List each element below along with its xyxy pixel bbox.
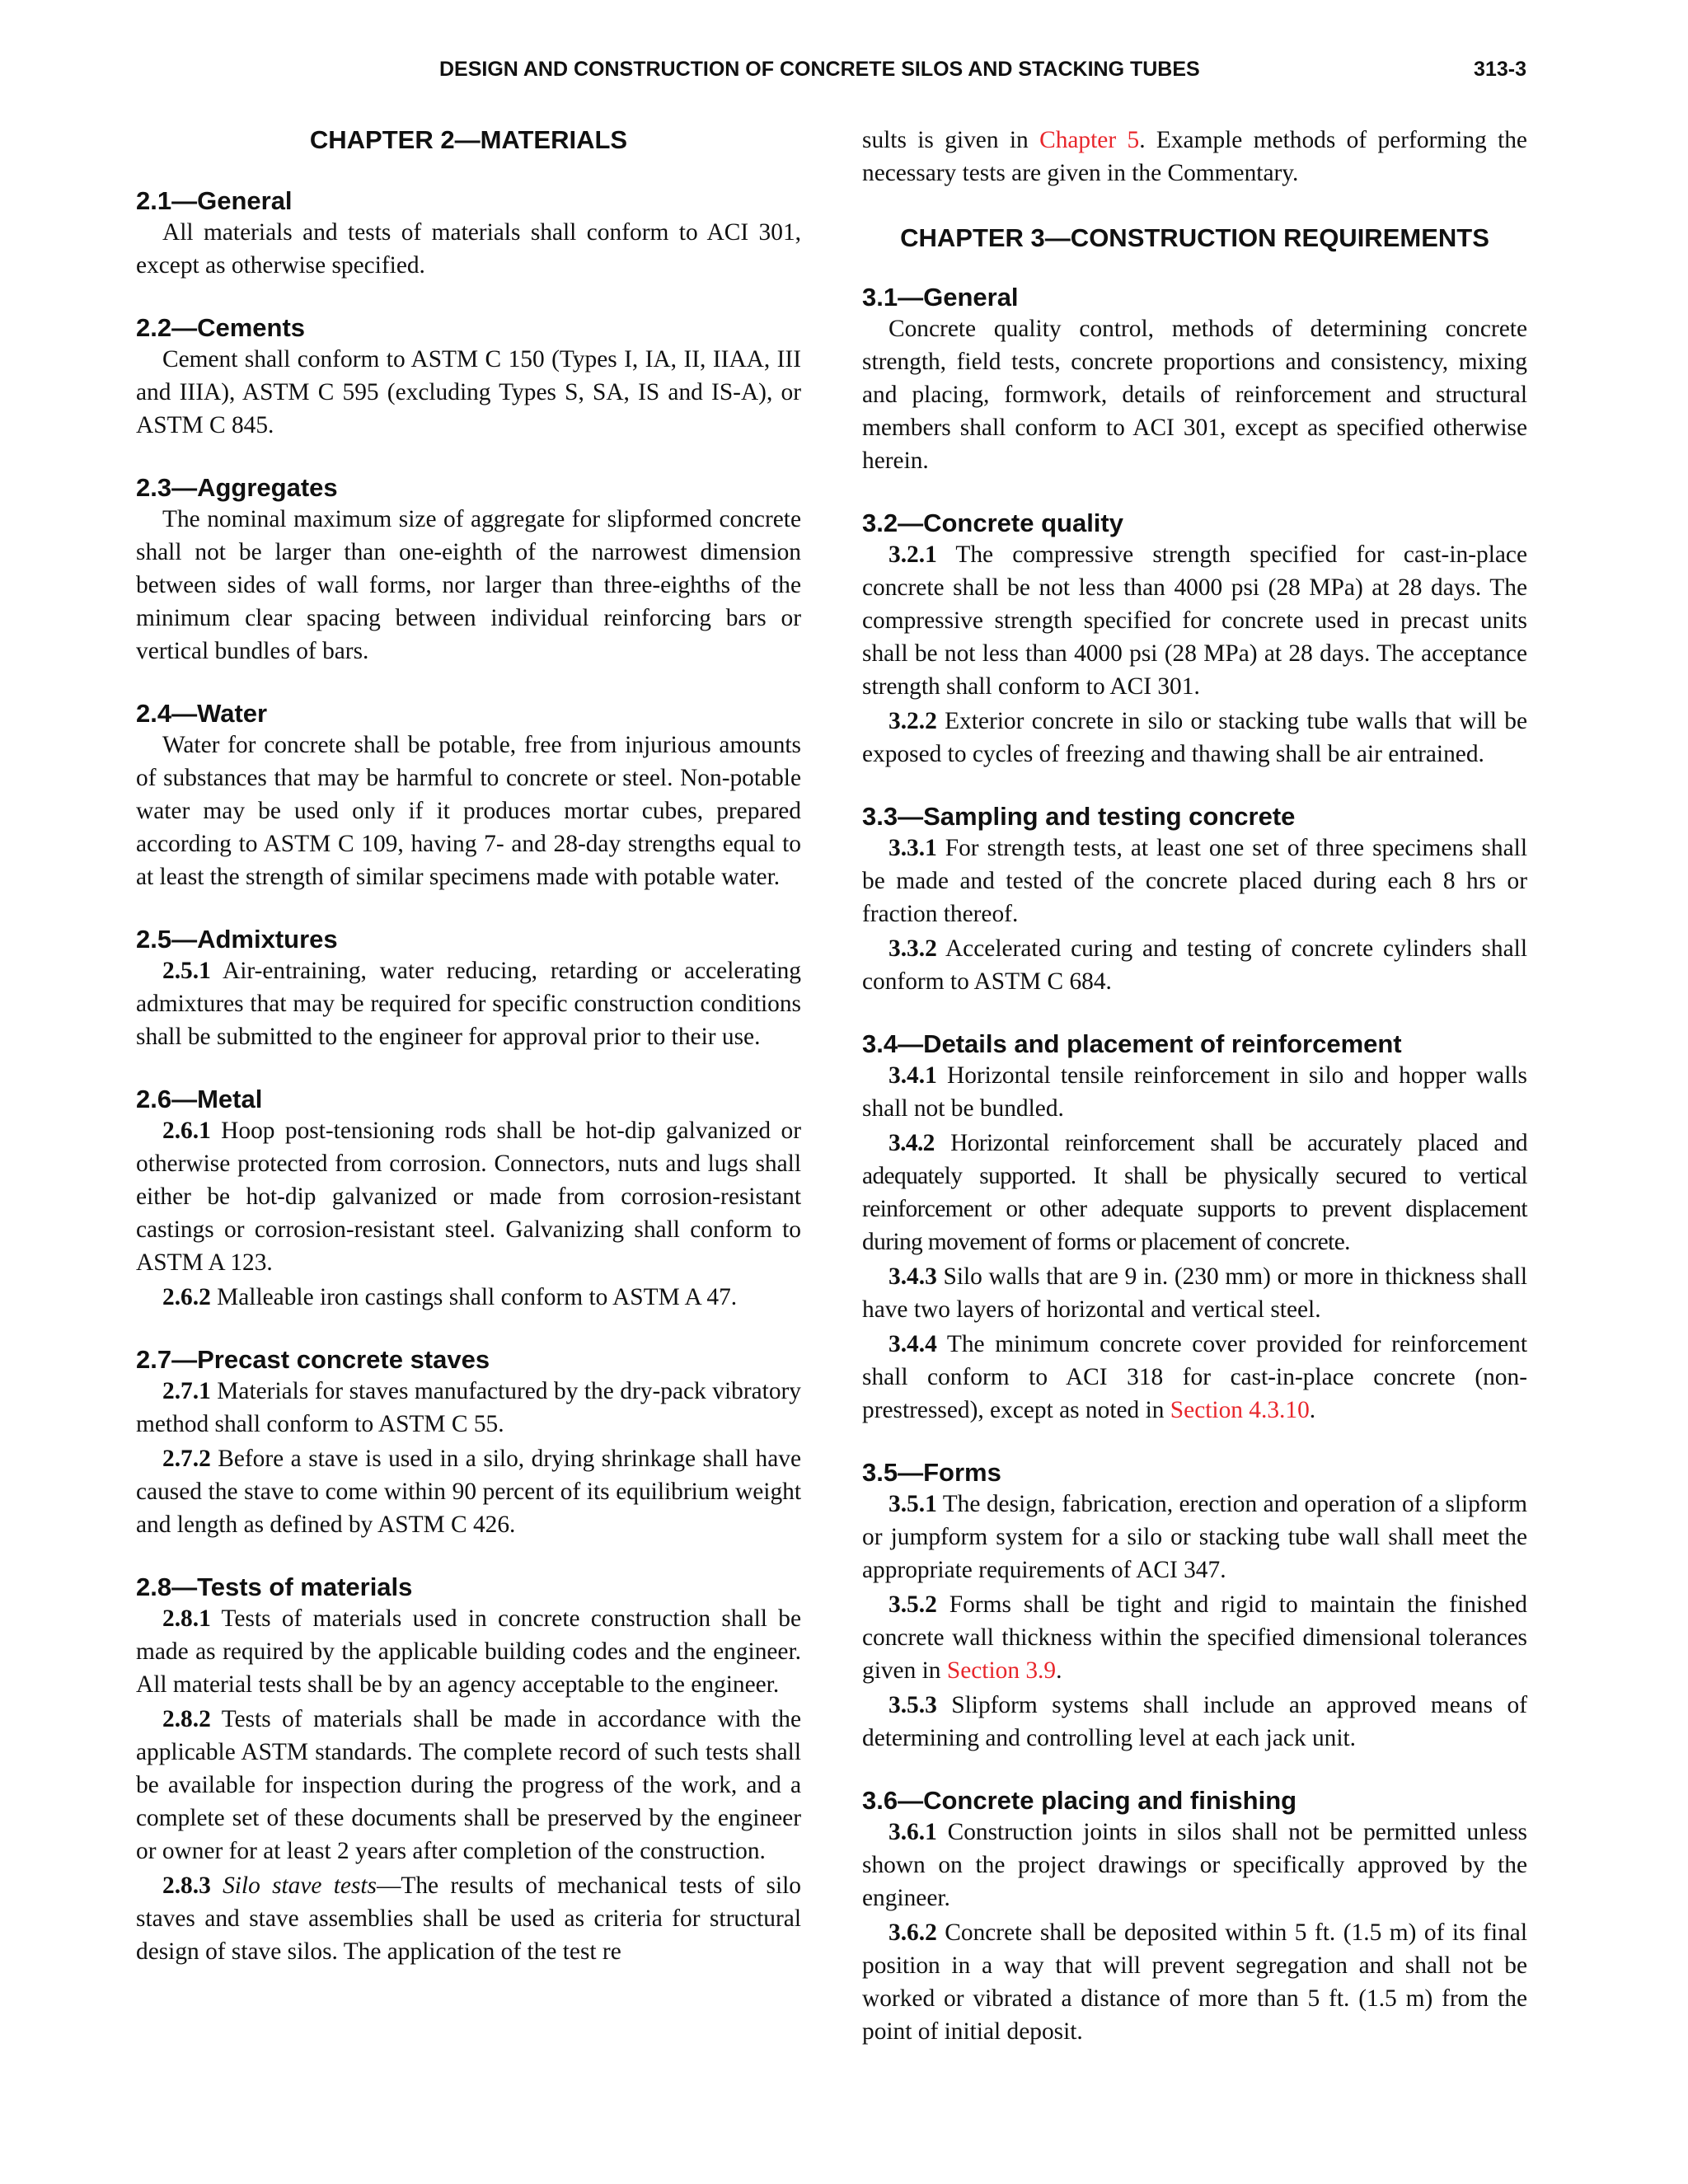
clause-number: 3.3.2 (889, 935, 937, 962)
paragraph (862, 1260, 1527, 1326)
paragraph (862, 705, 1527, 771)
section-2-1 (136, 186, 801, 282)
running-header (0, 58, 1688, 91)
clause-text: Tests of materials shall be made in accordance with the applicable ASTM standards. The complete record of such tests shall be available for inspection during the progress of the work, and a complete set of these documents shall be preserved by the engineer or owner for at least 2 years after completion of the construction. (136, 1706, 801, 1864)
clause-text: Hoop post-tensioning rods shall be hot-dip galvanized or otherwise protected from corrosion. Connectors, nuts and lugs shall either be hot-dip galvanized or made from corrosion-resistant castings or corrosion-resistant steel. Galvanizing shall conform to ASTM A 123. (136, 1118, 801, 1276)
section-2-6 (136, 1085, 801, 1314)
paragraph (136, 954, 801, 1053)
running-header-title: DESIGN AND CONSTRUCTION OF CONCRETE SILOS AND STACKING TUBES (439, 58, 1200, 81)
clause-text: Concrete shall be deposited within 5 ft. (1.5 m) of its final position in a way that will prevent segregation and shall not be worked or vibrated a distance of more than 5 ft. (1.5 m) from the point of initial deposit. (862, 1919, 1527, 2045)
clause-text: Forms shall be tight and rigid to maintain the finished concrete wall thickness within the specified dimensional tolerances given in (862, 1591, 1527, 1684)
clause-text: Exterior concrete in silo or stacking tube walls that will be exposed to cycles of freezing and thawing shall be air entrained. (862, 708, 1527, 767)
clause-number: 3.4.2 (889, 1130, 935, 1156)
clause-text: Air-entraining, water reducing, retarding or accelerating admixtures that may be required for specific construction conditions shall be submitted to the engineer for approval prior to their use. (136, 958, 801, 1050)
paragraph (862, 1127, 1527, 1258)
clause-text: The design, fabrication, erection and operation of a slipform or jumpform system for a silo or stacking tube wall shall meet the appropriate requirements of ACI 347. (862, 1491, 1527, 1583)
section-heading: 2.2—Cements (136, 313, 306, 342)
section-2-8 (136, 1572, 801, 1968)
clause-text: Slipform systems shall include an approved means of determining and controlling level at each jack unit. (862, 1692, 1527, 1751)
section-2-2 (136, 313, 801, 442)
clause-number: 3.6.2 (889, 1919, 937, 1946)
section-heading: 2.5—Admixtures (136, 925, 338, 954)
paragraph (862, 1059, 1527, 1125)
clause-text: —The results of mechanical tests of silo staves and stave assemblies shall be used as criteria for structural design of stave silos. The application of the test re (136, 1872, 801, 1965)
clause-text: Silo walls that are 9 in. (230 mm) or more in thickness shall have two layers of horizontal and vertical steel. (862, 1263, 1527, 1323)
section-heading: 2.3—Aggregates (136, 473, 338, 502)
clause-number: 3.4.1 (889, 1062, 937, 1089)
paragraph (862, 1488, 1527, 1586)
clause-number: 3.3.1 (889, 835, 937, 861)
clause-text: Accelerated curing and testing of concrete cylinders shall conform to ASTM C 684. (862, 935, 1527, 995)
section-2-3 (136, 473, 801, 668)
clause-text: . Example methods of performing the necessary tests are given in the Commentary. (862, 127, 1527, 186)
clause-number: 3.5.2 (889, 1591, 937, 1618)
clause-number: 3.4.4 (889, 1331, 937, 1357)
clause-number: 2.7.1 (162, 1378, 211, 1404)
clause-number: 3.6.1 (889, 1819, 937, 1845)
paragraph (136, 1703, 801, 1868)
clause-number: 2.8.3 (162, 1872, 211, 1899)
paragraph (862, 1588, 1527, 1687)
paragraph (862, 1816, 1527, 1915)
clause-number: 2.7.2 (162, 1446, 211, 1472)
section-heading: 3.2—Concrete quality (862, 509, 1123, 537)
left-column (136, 124, 801, 1999)
clause-text: Malleable iron castings shall conform to ASTM A 47. (210, 1284, 738, 1310)
clause-number: 2.5.1 (162, 958, 211, 984)
section-3-4 (862, 1029, 1527, 1427)
clause-number: 2.8.1 (162, 1605, 211, 1632)
clause-text: For strength tests, at least one set of three specimens shall be made and tested of the concrete placed during each 8 hrs or fraction thereof. (862, 835, 1527, 927)
paragraph (136, 1114, 801, 1279)
section-3-9-link[interactable]: Section 3.9 (946, 1657, 1057, 1684)
section-4-3-10-link[interactable]: Section 4.3.10 (1170, 1397, 1310, 1423)
clause-text: sults is given in (862, 127, 1040, 153)
paragraph (862, 538, 1527, 703)
clause-text: Before a stave is used in a silo, drying shrinkage shall have caused the stave to come within 90 percent of its equilibrium weight and length as defined by ASTM C 426. (136, 1446, 801, 1538)
clause-number: 2.8.2 (162, 1706, 211, 1732)
clause-text: . (1056, 1657, 1062, 1684)
section-2-4 (136, 699, 801, 893)
section-heading: 2.1—General (136, 186, 293, 215)
clause-text: The minimum concrete cover provided for reinforcement shall conform to ACI 318 for cast-in-place concrete (non-prestressed), except as noted in (862, 1331, 1527, 1423)
clause-number: 3.4.3 (889, 1263, 937, 1290)
section-heading: 3.3—Sampling and testing concrete (862, 802, 1296, 831)
paragraph: Cement shall conform to ASTM C 150 (Types I, IA, II, IIAA, III and IIIA), ASTM C 595 (excluding Types S, SA, IS and IS-A), or ASTM C 845. (136, 346, 801, 438)
clause-number: 3.5.1 (889, 1491, 937, 1517)
clause-number: 2.6.1 (162, 1118, 211, 1144)
section-2-8-continued (862, 124, 1527, 190)
clause-text: Materials for staves manufactured by the dry-pack vibratory method shall conform to ASTM C 55. (136, 1378, 801, 1437)
chapter-3-title: CHAPTER 3—CONSTRUCTION REQUIREMENTS (900, 223, 1489, 252)
clause-text: Construction joints in silos shall not be permitted unless shown on the project drawings or specifically approved by the engineer. (862, 1819, 1527, 1911)
clause-text: Tests of materials used in concrete construction shall be made as required by the applicable building codes and the engineer. All material tests shall be by an agency acceptable to the engineer. (136, 1605, 801, 1698)
section-heading: 3.1—General (862, 283, 1019, 312)
paragraph: Concrete quality control, methods of determining concrete strength, field tests, concrete proportions and consistency, mixing and placing, formwork, details of reinforcement and structural members shall conform to ACI 301, except as specified otherwise herein. (862, 316, 1527, 474)
section-3-1 (862, 283, 1527, 477)
paragraph (862, 932, 1527, 998)
section-heading: 2.8—Tests of materials (136, 1572, 413, 1601)
clause-text: The compressive strength specified for cast-in-place concrete shall be not less than 4000 psi (28 MPa) at 28 days. The compressive strength specified for concrete used in precast units shall be not less than 4000 psi (28 MPa) at 28 days. The acceptance strength shall conform to ACI 301. (862, 541, 1527, 700)
section-heading: 3.5—Forms (862, 1458, 1001, 1487)
paragraph (136, 1869, 801, 1968)
paragraph (862, 1916, 1527, 2048)
section-3-2 (862, 509, 1527, 771)
section-3-5 (862, 1458, 1527, 1755)
paragraph: Water for concrete shall be potable, free from injurious amounts of substances that may be harmful to concrete or steel. Non-potable water may be used only if it produces mortar cubes, prepared according to ASTM C 109, having 7- and 28-day strengths equal to at least the strength of similar specimens made with potable water. (136, 732, 801, 890)
paragraph (862, 1689, 1527, 1755)
section-heading: 3.6—Concrete placing and finishing (862, 1786, 1297, 1815)
clause-title: Silo stave tests (223, 1872, 377, 1899)
clause-number: 3.5.3 (889, 1692, 937, 1718)
clause-number: 2.6.2 (162, 1284, 211, 1310)
clause-number: 3.2.1 (889, 541, 937, 568)
paragraph-continued (862, 124, 1527, 190)
section-heading: 2.6—Metal (136, 1085, 263, 1113)
clause-text: Horizontal tensile reinforcement in silo and hopper walls shall not be bundled. (862, 1062, 1527, 1122)
section-2-7 (136, 1345, 801, 1541)
chapter-5-link[interactable]: Chapter 5 (1039, 127, 1140, 153)
paragraph (862, 832, 1527, 930)
section-heading: 2.7—Precast concrete staves (136, 1345, 490, 1374)
paragraph (862, 1328, 1527, 1427)
chapter-2-title: CHAPTER 2—MATERIALS (309, 125, 628, 154)
paragraph: The nominal maximum size of aggregate for slipformed concrete shall not be larger than one-eighth of the narrowest dimension between sides of wall forms, nor larger than three-eighths of the minimum clear spacing between individual reinforcing bars or vertical bundles of bars. (136, 506, 801, 664)
right-column (862, 124, 1527, 2079)
section-3-3 (862, 802, 1527, 998)
clause-number: 3.2.2 (889, 708, 937, 734)
section-heading: 2.4—Water (136, 699, 268, 728)
section-3-6 (862, 1786, 1527, 2048)
section-heading: 3.4—Details and placement of reinforcement (862, 1029, 1402, 1058)
section-2-5 (136, 925, 801, 1053)
paragraph (136, 1602, 801, 1701)
page-number: 313-3 (1474, 58, 1526, 81)
clause-text: Horizontal reinforcement shall be accurately placed and adequately supported. It shall be physically secured to vertical reinforcement or other adequate supports to prevent displacement during movement of forms or placement of concrete. (862, 1130, 1527, 1255)
paragraph (136, 1281, 801, 1314)
paragraph (136, 1442, 801, 1541)
paragraph (136, 1375, 801, 1441)
clause-text: . (1309, 1397, 1316, 1423)
paragraph: All materials and tests of materials shall conform to ACI 301, except as otherwise specified. (136, 219, 801, 279)
